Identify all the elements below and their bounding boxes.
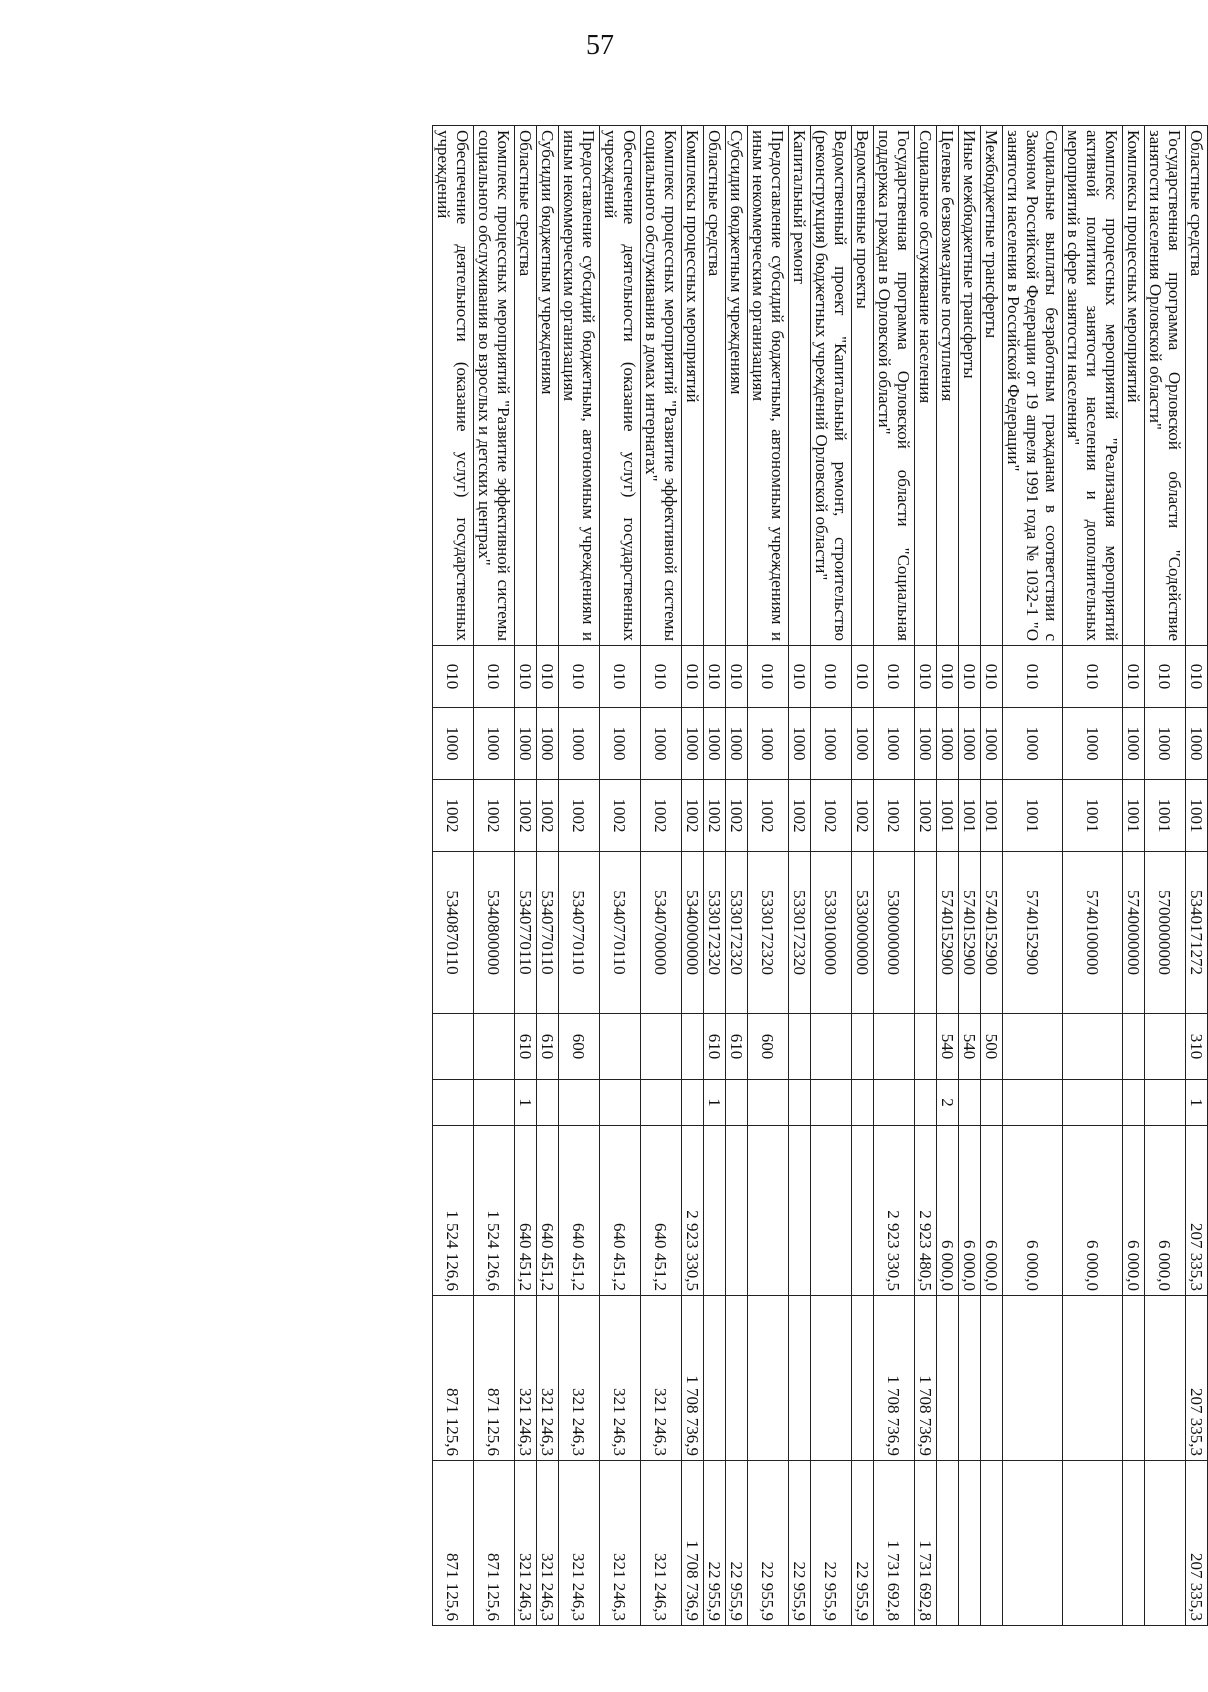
cell-expense-type	[433, 1014, 474, 1080]
rotated-table-container	[108, 125, 1208, 1625]
cell-section-code: 1000	[1063, 708, 1123, 780]
cell-amount-1: 6 000,0	[1145, 1126, 1186, 1296]
cell-funding-source	[789, 1080, 811, 1126]
cell-subsection-code: 1001	[981, 780, 1003, 852]
page-number: 57	[586, 30, 614, 61]
cell-name: Социальные выплаты безработным гражданам в соответствии с Законом Российской Федерации от 19 апреля 1991 года № 1032-1 "О занятости населения в Российской Федерации"	[1003, 126, 1063, 646]
cell-expense-type: 540	[959, 1014, 981, 1080]
cell-expense-type: 610	[537, 1014, 559, 1080]
cell-amount-1	[789, 1126, 811, 1296]
cell-expense-type: 610	[704, 1014, 726, 1080]
cell-amount-3	[959, 1461, 981, 1626]
cell-amount-3: 871 125,6	[474, 1461, 515, 1626]
cell-section-code: 1000	[789, 708, 811, 780]
cell-amount-3	[1003, 1461, 1063, 1626]
cell-section-code: 1000	[1186, 708, 1208, 780]
cell-amount-1: 6 000,0	[1003, 1126, 1063, 1296]
table-row	[915, 126, 937, 1626]
cell-amount-2: 1 708 736,9	[915, 1296, 937, 1461]
cell-amount-1: 1 524 126,6	[433, 1126, 474, 1296]
cell-amount-3: 22 955,9	[704, 1461, 726, 1626]
cell-section-code: 1000	[537, 708, 559, 780]
cell-target-article: 5330172320	[789, 852, 811, 1014]
cell-amount-2: 321 246,3	[641, 1296, 682, 1461]
cell-ministry-code: 010	[789, 646, 811, 708]
cell-name: Комплексы процессных мероприятий	[1123, 126, 1145, 646]
cell-section-code: 1000	[1003, 708, 1063, 780]
cell-amount-3	[1145, 1461, 1186, 1626]
table-row	[789, 126, 811, 1626]
table-row	[1063, 126, 1123, 1626]
cell-funding-source	[537, 1080, 559, 1126]
cell-expense-type	[1003, 1014, 1063, 1080]
cell-amount-1: 1 524 126,6	[474, 1126, 515, 1296]
cell-target-article: 5330172320	[748, 852, 789, 1014]
table-row	[959, 126, 981, 1626]
cell-funding-source: 2	[937, 1080, 959, 1126]
cell-target-article: 5300000000	[874, 852, 915, 1014]
cell-amount-1	[704, 1126, 726, 1296]
cell-ministry-code: 010	[537, 646, 559, 708]
cell-amount-3: 1 731 692,8	[874, 1461, 915, 1626]
cell-funding-source	[600, 1080, 641, 1126]
cell-amount-2	[1063, 1296, 1123, 1461]
cell-amount-3: 22 955,9	[748, 1461, 789, 1626]
cell-name: Ведомственные проекты	[852, 126, 874, 646]
table-row	[811, 126, 852, 1626]
cell-expense-type: 600	[748, 1014, 789, 1080]
cell-name: Обеспечение деятельности (оказание услуг) государственных учреждений	[433, 126, 474, 646]
cell-ministry-code: 010	[682, 646, 704, 708]
cell-subsection-code: 1002	[641, 780, 682, 852]
cell-amount-2	[748, 1296, 789, 1461]
table-row	[559, 126, 600, 1626]
cell-name: Субсидии бюджетным учреждениям	[726, 126, 748, 646]
cell-subsection-code: 1002	[537, 780, 559, 852]
cell-subsection-code: 1001	[1123, 780, 1145, 852]
cell-subsection-code: 1002	[433, 780, 474, 852]
cell-amount-1: 6 000,0	[1063, 1126, 1123, 1296]
cell-amount-1	[852, 1126, 874, 1296]
cell-subsection-code: 1002	[600, 780, 641, 852]
table-row	[682, 126, 704, 1626]
cell-amount-3: 207 335,3	[1186, 1461, 1208, 1626]
cell-amount-1: 6 000,0	[959, 1126, 981, 1296]
table-row	[704, 126, 726, 1626]
cell-ministry-code: 010	[981, 646, 1003, 708]
cell-amount-1: 6 000,0	[981, 1126, 1003, 1296]
cell-amount-2: 321 246,3	[537, 1296, 559, 1461]
cell-name: Государственная программа Орловской области "Социальная поддержка граждан в Орловской области"	[874, 126, 915, 646]
cell-name: Предоставление субсидий бюджетным, автономным учреждениям и иным некоммерческим организациям	[748, 126, 789, 646]
cell-target-article: 5340770110	[515, 852, 537, 1014]
cell-name: Комплекс процессных мероприятий "Реализация мероприятий активной политики занятости населения и дополнительных мероприятий в сфере занятости населения"	[1063, 126, 1123, 646]
cell-name: Комплексы процессных мероприятий	[682, 126, 704, 646]
cell-ministry-code: 010	[1063, 646, 1123, 708]
cell-expense-type	[874, 1014, 915, 1080]
cell-funding-source	[474, 1080, 515, 1126]
cell-expense-type: 610	[726, 1014, 748, 1080]
cell-amount-2: 1 708 736,9	[682, 1296, 704, 1461]
cell-amount-2: 1 708 736,9	[874, 1296, 915, 1461]
table-row	[1123, 126, 1145, 1626]
cell-amount-2	[726, 1296, 748, 1461]
table-row	[852, 126, 874, 1626]
cell-funding-source: 1	[704, 1080, 726, 1126]
cell-amount-2	[981, 1296, 1003, 1461]
cell-target-article: 5740000000	[1123, 852, 1145, 1014]
table-row	[537, 126, 559, 1626]
cell-ministry-code: 010	[1186, 646, 1208, 708]
cell-section-code: 1000	[981, 708, 1003, 780]
cell-funding-source	[981, 1080, 1003, 1126]
cell-target-article: 5340770110	[600, 852, 641, 1014]
cell-amount-2: 207 335,3	[1186, 1296, 1208, 1461]
table-row	[474, 126, 515, 1626]
cell-name: Областные средства	[1186, 126, 1208, 646]
cell-ministry-code: 010	[915, 646, 937, 708]
cell-target-article: 5340171272	[1186, 852, 1208, 1014]
table-row	[1145, 126, 1186, 1626]
cell-section-code: 1000	[682, 708, 704, 780]
cell-name: Комплекс процессных мероприятий "Развитие эффективной системы социального обслуживания в домах интернатах"	[641, 126, 682, 646]
cell-subsection-code: 1002	[748, 780, 789, 852]
cell-amount-2	[1003, 1296, 1063, 1461]
cell-subsection-code: 1001	[959, 780, 981, 852]
cell-amount-3: 321 246,3	[600, 1461, 641, 1626]
cell-name: Ведомственный проект "Капитальный ремонт, строительство (реконструкция) бюджетных учреждений Орловской области"	[811, 126, 852, 646]
cell-ministry-code: 010	[1003, 646, 1063, 708]
cell-target-article: 5740100000	[1063, 852, 1123, 1014]
cell-ministry-code: 010	[474, 646, 515, 708]
cell-target-article: 5330172320	[704, 852, 726, 1014]
cell-ministry-code: 010	[600, 646, 641, 708]
cell-funding-source	[874, 1080, 915, 1126]
cell-section-code: 1000	[852, 708, 874, 780]
cell-amount-1: 640 451,2	[641, 1126, 682, 1296]
cell-amount-1: 6 000,0	[1123, 1126, 1145, 1296]
cell-section-code: 1000	[874, 708, 915, 780]
cell-amount-1: 207 335,3	[1186, 1126, 1208, 1296]
table-row	[874, 126, 915, 1626]
budget-table	[432, 125, 1208, 1626]
cell-expense-type	[789, 1014, 811, 1080]
cell-funding-source	[748, 1080, 789, 1126]
cell-amount-2: 321 246,3	[559, 1296, 600, 1461]
cell-ministry-code: 010	[559, 646, 600, 708]
cell-amount-2: 321 246,3	[600, 1296, 641, 1461]
cell-amount-3: 321 246,3	[537, 1461, 559, 1626]
cell-target-article: 5340000000	[682, 852, 704, 1014]
cell-ministry-code: 010	[937, 646, 959, 708]
cell-amount-3: 22 955,9	[789, 1461, 811, 1626]
cell-expense-type	[682, 1014, 704, 1080]
cell-target-article: 5330172320	[726, 852, 748, 1014]
cell-amount-3: 22 955,9	[726, 1461, 748, 1626]
cell-section-code: 1000	[641, 708, 682, 780]
cell-subsection-code: 1001	[937, 780, 959, 852]
cell-amount-1: 640 451,2	[515, 1126, 537, 1296]
cell-name: Целевые безвозмездные поступления	[937, 126, 959, 646]
cell-subsection-code: 1002	[811, 780, 852, 852]
cell-subsection-code: 1001	[1063, 780, 1123, 852]
cell-ministry-code: 010	[1145, 646, 1186, 708]
cell-expense-type: 540	[937, 1014, 959, 1080]
cell-section-code: 1000	[600, 708, 641, 780]
cell-section-code: 1000	[811, 708, 852, 780]
cell-amount-3	[981, 1461, 1003, 1626]
cell-funding-source	[433, 1080, 474, 1126]
cell-section-code: 1000	[433, 708, 474, 780]
cell-funding-source	[726, 1080, 748, 1126]
cell-subsection-code: 1002	[559, 780, 600, 852]
cell-name: Областные средства	[515, 126, 537, 646]
cell-name: Межбюджетные трансферты	[981, 126, 1003, 646]
cell-subsection-code: 1002	[474, 780, 515, 852]
cell-amount-2	[704, 1296, 726, 1461]
cell-ministry-code: 010	[704, 646, 726, 708]
cell-section-code: 1000	[748, 708, 789, 780]
cell-target-article: 5340870110	[433, 852, 474, 1014]
cell-amount-1	[811, 1126, 852, 1296]
cell-ministry-code: 010	[726, 646, 748, 708]
cell-subsection-code: 1001	[1003, 780, 1063, 852]
cell-amount-1: 2 923 330,5	[682, 1126, 704, 1296]
cell-name: Областные средства	[704, 126, 726, 646]
cell-funding-source	[811, 1080, 852, 1126]
table-row	[515, 126, 537, 1626]
cell-amount-2	[789, 1296, 811, 1461]
cell-funding-source	[1063, 1080, 1123, 1126]
cell-subsection-code: 1001	[1145, 780, 1186, 852]
table-row	[433, 126, 474, 1626]
cell-target-article: 5340700000	[641, 852, 682, 1014]
cell-ministry-code: 010	[1123, 646, 1145, 708]
cell-expense-type	[600, 1014, 641, 1080]
cell-amount-3: 321 246,3	[641, 1461, 682, 1626]
cell-expense-type	[474, 1014, 515, 1080]
cell-target-article: 5740152900	[959, 852, 981, 1014]
cell-expense-type	[1123, 1014, 1145, 1080]
cell-expense-type	[915, 1014, 937, 1080]
cell-amount-2	[959, 1296, 981, 1461]
table-row	[981, 126, 1003, 1626]
cell-expense-type: 500	[981, 1014, 1003, 1080]
cell-expense-type: 610	[515, 1014, 537, 1080]
table-row	[937, 126, 959, 1626]
table-row	[726, 126, 748, 1626]
cell-amount-1: 640 451,2	[537, 1126, 559, 1296]
cell-ministry-code: 010	[641, 646, 682, 708]
cell-amount-3: 22 955,9	[811, 1461, 852, 1626]
cell-subsection-code: 1002	[874, 780, 915, 852]
cell-ministry-code: 010	[515, 646, 537, 708]
table-row	[641, 126, 682, 1626]
cell-amount-2	[1145, 1296, 1186, 1461]
cell-amount-3: 1 731 692,8	[915, 1461, 937, 1626]
cell-ministry-code: 010	[433, 646, 474, 708]
cell-target-article: 5340770110	[559, 852, 600, 1014]
cell-amount-1: 2 923 330,5	[874, 1126, 915, 1296]
cell-amount-3	[1123, 1461, 1145, 1626]
cell-name: Комплекс процессных мероприятий "Развитие эффективной системы социального обслуживания во взрослых и детских центрах"	[474, 126, 515, 646]
table-row	[600, 126, 641, 1626]
cell-funding-source	[959, 1080, 981, 1126]
cell-subsection-code: 1002	[515, 780, 537, 852]
cell-amount-2	[1123, 1296, 1145, 1461]
cell-target-article: 5740152900	[981, 852, 1003, 1014]
cell-ministry-code: 010	[959, 646, 981, 708]
cell-amount-1	[726, 1126, 748, 1296]
cell-target-article: 5340800000	[474, 852, 515, 1014]
cell-section-code: 1000	[559, 708, 600, 780]
cell-section-code: 1000	[1123, 708, 1145, 780]
cell-target-article: 5330100000	[811, 852, 852, 1014]
cell-section-code: 1000	[959, 708, 981, 780]
cell-target-article: 5340770110	[537, 852, 559, 1014]
cell-target-article	[915, 852, 937, 1014]
cell-subsection-code: 1002	[704, 780, 726, 852]
cell-funding-source	[915, 1080, 937, 1126]
cell-expense-type: 310	[1186, 1014, 1208, 1080]
cell-section-code: 1000	[704, 708, 726, 780]
cell-funding-source	[682, 1080, 704, 1126]
cell-section-code: 1000	[937, 708, 959, 780]
cell-amount-1: 6 000,0	[937, 1126, 959, 1296]
cell-section-code: 1000	[726, 708, 748, 780]
cell-target-article: 5740152900	[1003, 852, 1063, 1014]
table-row	[748, 126, 789, 1626]
cell-expense-type: 600	[559, 1014, 600, 1080]
table-row	[1003, 126, 1063, 1626]
cell-amount-3: 1 708 736,9	[682, 1461, 704, 1626]
cell-subsection-code: 1002	[726, 780, 748, 852]
cell-amount-3: 22 955,9	[852, 1461, 874, 1626]
cell-subsection-code: 1001	[1186, 780, 1208, 852]
cell-expense-type	[1063, 1014, 1123, 1080]
cell-funding-source: 1	[515, 1080, 537, 1126]
cell-name: Социальное обслуживание населения	[915, 126, 937, 646]
cell-funding-source	[559, 1080, 600, 1126]
cell-expense-type	[1145, 1014, 1186, 1080]
cell-name: Иные межбюджетные трансферты	[959, 126, 981, 646]
cell-amount-1: 640 451,2	[600, 1126, 641, 1296]
cell-amount-1: 2 923 480,5	[915, 1126, 937, 1296]
cell-expense-type	[811, 1014, 852, 1080]
cell-funding-source	[852, 1080, 874, 1126]
table-row	[1186, 126, 1208, 1626]
cell-ministry-code: 010	[852, 646, 874, 708]
cell-subsection-code: 1002	[915, 780, 937, 852]
cell-amount-2: 321 246,3	[515, 1296, 537, 1461]
cell-amount-3: 321 246,3	[559, 1461, 600, 1626]
cell-funding-source	[1123, 1080, 1145, 1126]
cell-expense-type	[852, 1014, 874, 1080]
table-body	[433, 126, 1208, 1626]
cell-ministry-code: 010	[874, 646, 915, 708]
cell-section-code: 1000	[515, 708, 537, 780]
cell-target-article: 5700000000	[1145, 852, 1186, 1014]
cell-name: Капитальный ремонт	[789, 126, 811, 646]
cell-subsection-code: 1002	[682, 780, 704, 852]
cell-ministry-code: 010	[748, 646, 789, 708]
cell-amount-3	[937, 1461, 959, 1626]
cell-amount-2	[811, 1296, 852, 1461]
cell-name: Государственная программа Орловской области "Содействие занятости населения Орловской области"	[1145, 126, 1186, 646]
cell-funding-source	[1145, 1080, 1186, 1126]
cell-name: Субсидии бюджетным учреждениям	[537, 126, 559, 646]
cell-amount-1	[748, 1126, 789, 1296]
cell-amount-2	[937, 1296, 959, 1461]
cell-subsection-code: 1002	[789, 780, 811, 852]
cell-subsection-code: 1002	[852, 780, 874, 852]
cell-name: Обеспечение деятельности (оказание услуг) государственных учреждений	[600, 126, 641, 646]
cell-amount-2: 871 125,6	[474, 1296, 515, 1461]
cell-name: Предоставление субсидий бюджетным, автономным учреждениям и иным некоммерческим организациям	[559, 126, 600, 646]
cell-amount-3: 321 246,3	[515, 1461, 537, 1626]
cell-amount-2	[852, 1296, 874, 1461]
cell-target-article: 5330000000	[852, 852, 874, 1014]
cell-ministry-code: 010	[811, 646, 852, 708]
cell-expense-type	[641, 1014, 682, 1080]
cell-funding-source	[641, 1080, 682, 1126]
cell-section-code: 1000	[915, 708, 937, 780]
cell-section-code: 1000	[1145, 708, 1186, 780]
cell-target-article: 5740152900	[937, 852, 959, 1014]
cell-funding-source	[1003, 1080, 1063, 1126]
cell-amount-3: 871 125,6	[433, 1461, 474, 1626]
cell-funding-source: 1	[1186, 1080, 1208, 1126]
cell-amount-2: 871 125,6	[433, 1296, 474, 1461]
cell-amount-3	[1063, 1461, 1123, 1626]
cell-amount-1: 640 451,2	[559, 1126, 600, 1296]
cell-section-code: 1000	[474, 708, 515, 780]
